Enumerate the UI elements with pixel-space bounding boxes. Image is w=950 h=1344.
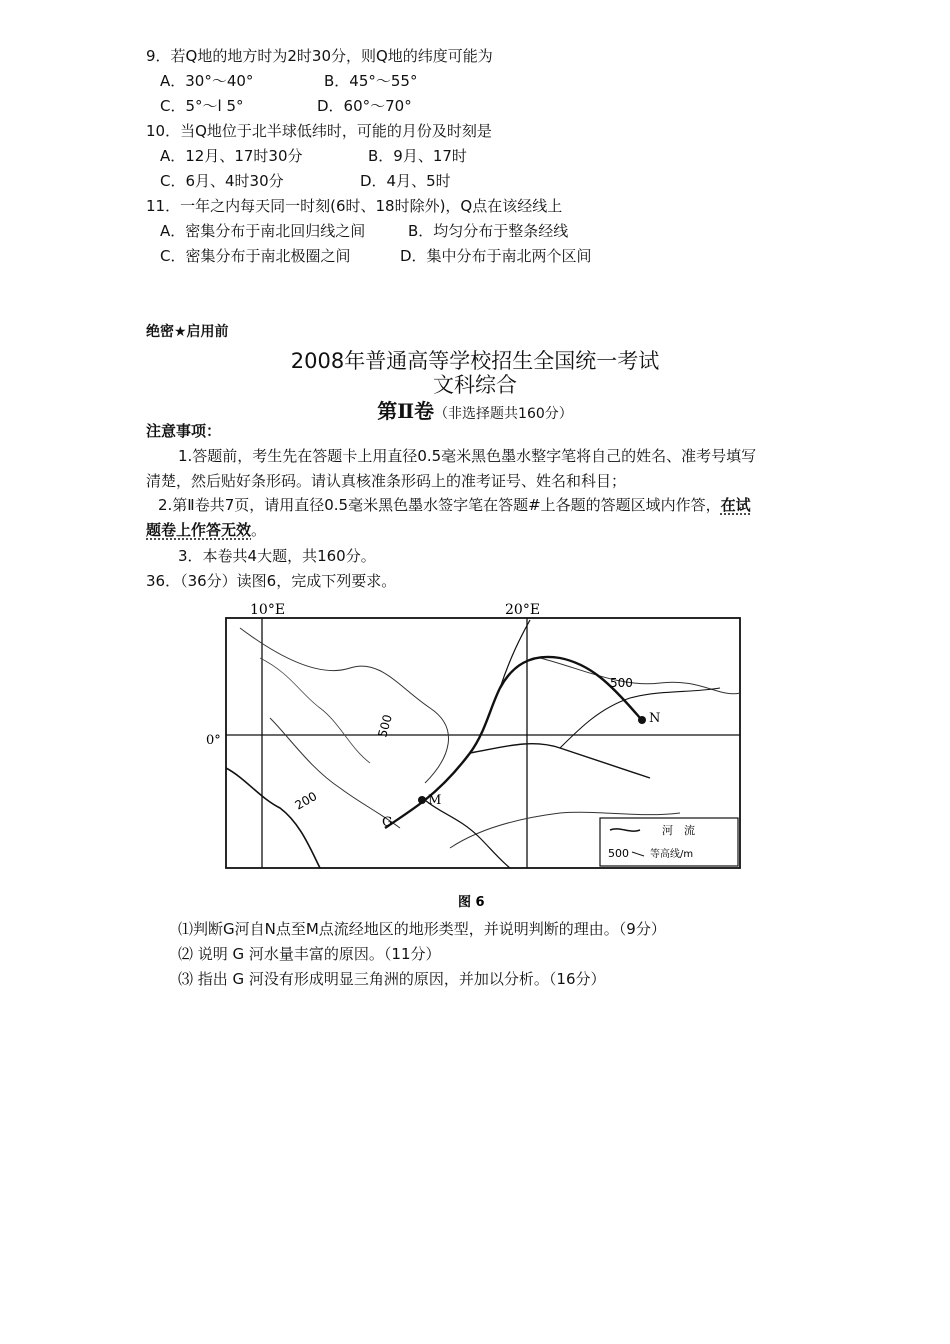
point-m-marker (418, 796, 426, 804)
q11-option-a: A．密集分布于南北回归线之间 (160, 222, 366, 240)
notice-heading: 注意事项： (146, 422, 222, 440)
q36-stem: 36．（36分）读图6，完成下列要求。 (146, 572, 397, 590)
notice-item1-line1: 1.答题前，考生先在答题卡上用直径0.5毫米黑色墨水整字笔将自己的姓名、准考号填写 (178, 447, 757, 465)
juan-line (0, 395, 950, 424)
secret-label: 绝密★启用前 (146, 324, 229, 340)
q10-option-a: A．12月、17时30分 (160, 147, 303, 165)
q36-sub2: ⑵ 说明 G 河水量丰富的原因。（11分） (178, 945, 441, 963)
q9-option-b: B．45°～55° (324, 72, 418, 90)
notice-item2-end: 。 (251, 521, 267, 539)
river-tributary-south (425, 800, 510, 868)
notice-item2-line1 (158, 494, 751, 515)
juan-title: 第Ⅱ卷 (377, 399, 435, 423)
contour-500-east (540, 658, 740, 694)
river-tributary-east (470, 744, 650, 778)
q11-option-c: C．密集分布于南北极圈之间 (160, 247, 351, 265)
notice-item2-emph2: 题卷上作答无效 (146, 521, 252, 539)
lat-label-equator: 0° (206, 733, 221, 748)
q36-sub3: ⑶ 指出 G 河没有形成明显三角洲的原因，并加以分析。（16分） (178, 970, 606, 988)
notice-item3: 3．本卷共4大题，共160分。 (178, 547, 376, 565)
juan-note: （非选择题共160分） (434, 406, 573, 422)
contour-west-inner (260, 658, 370, 763)
notice-item1-line2: 清楚，然后贴好条形码。请认真核准条形码上的准考证号、姓名和科目； (146, 472, 627, 490)
q9-option-d: D．60°～70° (317, 97, 412, 115)
point-n-label: N (649, 711, 661, 726)
q9-stem: 9．若Q地的地方时为2时30分，则Q地的纬度可能为 (146, 47, 493, 65)
coastline (226, 768, 320, 868)
q10-option-d: D．4月、5时 (360, 172, 451, 190)
legend-river-label: 河 流 (662, 824, 695, 837)
point-m-label: M (428, 793, 442, 808)
notice-item2-text: 2.第Ⅱ卷共7页，请用直径0.5毫米黑色墨水签字笔在答题#上各题的答题区域内作答， (158, 496, 721, 514)
q11-option-b: B．均匀分布于整条经线 (408, 222, 569, 240)
river-tributary-north (500, 620, 530, 688)
lon-label-10e: 10°E (250, 602, 286, 618)
q10-option-c: C．6月、4时30分 (160, 172, 284, 190)
q9-option-a: A．30°～40° (160, 72, 254, 90)
q11-stem: 11．一年之内每天同一时刻(6时、18时除外)，Q点在该经线上 (146, 197, 563, 215)
point-n-marker (638, 716, 646, 724)
lon-label-20e: 20°E (505, 602, 541, 618)
river-g-label: G (382, 815, 393, 830)
q9-option-c: C．5°～l 5° (160, 97, 244, 115)
exam-title: 2008年普通高等学校招生全国统一考试 (290, 349, 660, 373)
exam-subject: 文科综合 (433, 373, 517, 397)
legend-contour-value: 500 (608, 847, 629, 860)
contour-500-west (240, 628, 449, 783)
notice-item2-emph1: 在试 (720, 496, 751, 514)
q36-sub1: ⑴判断G河自N点至M点流经地区的地形类型，并说明判断的理由。（9分） (178, 920, 666, 938)
q11-option-d: D．集中分布于南北两个区间 (400, 247, 592, 265)
q10-stem: 10．当Q地位于北半球低纬时，可能的月份及时刻是 (146, 122, 492, 140)
contour-label-200: 200 (292, 789, 320, 813)
figure-caption: 图 6 (458, 895, 485, 910)
q10-option-b: B．9月、17时 (368, 147, 467, 165)
map-figure-6 (200, 598, 760, 918)
contour-label-500-west: 500 (375, 713, 395, 739)
notice-item2-line2 (146, 519, 266, 540)
contour-label-500-east: 500 (610, 676, 633, 690)
legend-contour-label: 等高线/m (650, 849, 694, 860)
